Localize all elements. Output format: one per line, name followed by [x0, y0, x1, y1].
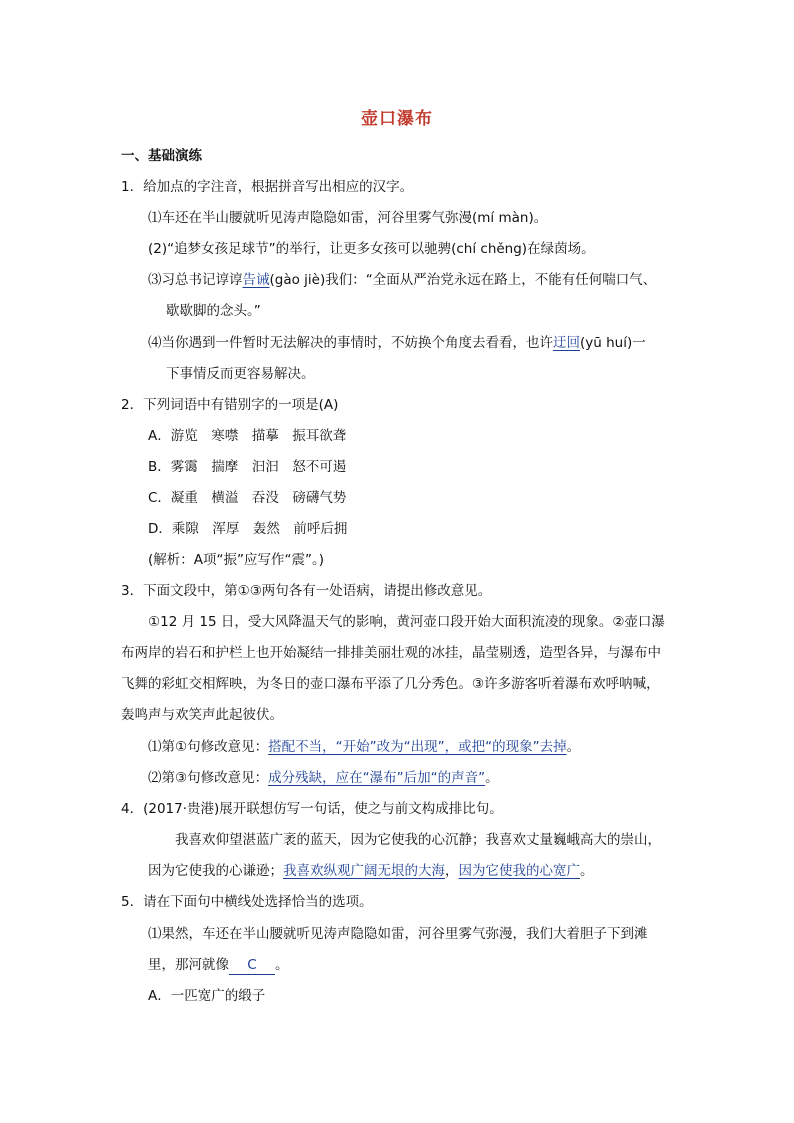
answer-2-text: 成分残缺，应在“瀑布”后加“的声音”	[268, 770, 486, 786]
question-1-item-4	[148, 333, 646, 353]
question-1-item-4-cont: 下事情反而更容易解决。	[166, 366, 315, 382]
question-1-item-2: (2)“追梦女孩足球节”的举行，让更多女孩可以驰骋(chí chěng)在绿茵场。	[148, 241, 595, 257]
question-3-passage-line-4: 轰鸣声与欢笑声此起彼伏。	[121, 707, 283, 723]
answer-2-label: ⑵第③句修改意见：	[148, 770, 269, 786]
question-3-passage-line-2: 布两岸的岩石和护栏上也开始凝结一排排美丽壮观的冰挂，晶莹剔透，造型各异，与瀑布中	[121, 645, 661, 661]
question-3-answer-2	[148, 768, 499, 788]
q5-prefix: 里，那河就像	[148, 957, 229, 973]
question-1-stem: 1．给加点的字注音，根据拼音写出相应的汉字。	[121, 179, 414, 195]
answer-1-label: ⑴第①句修改意见：	[148, 739, 269, 755]
answer-blank: C	[229, 957, 275, 975]
q4-prefix: 因为它使我的心谦逊；	[148, 863, 283, 879]
answer-gaojie: 告诫	[242, 272, 270, 288]
item-3-suffix: (gào jiè)我们：“全面从严治党永远在路上，不能有任何喘口气、	[269, 272, 657, 288]
question-1-item-3-cont: 歇歇脚的念头。”	[166, 303, 261, 319]
question-2-option-a: A．游览 寒噤 描摹 振耳欲聋	[148, 428, 347, 444]
question-1-item-3	[148, 270, 656, 290]
question-5-item-1: ⑴果然，车还在半山腰就听见涛声隐隐如雷，河谷里雾气弥漫，我们大着胆子下到滩	[148, 926, 648, 942]
question-2-option-c: C．凝重 横溢 吞没 磅礴气势	[148, 490, 347, 506]
question-5-item-1-cont	[148, 955, 289, 975]
q5-end: 。	[275, 957, 289, 973]
question-2-option-b: B．雾霭 揣摩 汩汩 怒不可遏	[148, 459, 347, 475]
q4-answer-2: 因为它使我的心宽广	[458, 863, 580, 879]
answer-2-end: 。	[485, 770, 499, 786]
question-4-stem: 4．(2017·贵港)展开联想仿写一句话，使之与前文构成排比句。	[121, 801, 503, 817]
question-3-answer-1	[148, 737, 580, 757]
item-4-prefix: ⑷当你遇到一件暂时无法解决的事情时，不妨换个角度去看看，也许	[148, 335, 553, 351]
question-2-option-d: D．乘隙 浑厚 轰然 前呼后拥	[148, 521, 348, 537]
answer-1-end: 。	[566, 739, 581, 755]
question-1-item-1: ⑴车还在半山腰就听见涛声隐隐如雷，河谷里雾气弥漫(mí màn)。	[148, 210, 548, 226]
page-title: 壶口瀑布	[361, 109, 433, 129]
question-2-explanation: (解析：A项“振”应写作“震”。)	[148, 552, 324, 568]
question-3-passage-line-1: ①12 月 15 日，受大风降温天气的影响，黄河壶口段开始大面积流凌的现象。②壶口瀑	[148, 614, 665, 630]
question-5-option-a: A．一匹宽广的缎子	[148, 988, 266, 1004]
answer-yuhui: 迂回	[553, 335, 580, 351]
question-5-stem: 5．请在下面句中横线处选择恰当的选项。	[121, 894, 373, 910]
question-3-passage-line-3: 飞舞的彩虹交相辉映，为冬日的壶口瀑布平添了几分秀色。③许多游客听着瀑布欢呼呐喊，	[121, 676, 660, 692]
answer-1-text: 搭配不当，“开始”改为“出现”，或把“的现象”去掉	[268, 739, 567, 755]
question-4-line-1: 我喜欢仰望湛蓝广袤的蓝天，因为它使我的心沉静；我喜欢丈量巍峨高大的崇山，	[175, 832, 661, 848]
item-3-prefix: ⑶习总书记谆谆	[148, 272, 243, 288]
section-heading: 一、基础演练	[121, 148, 202, 164]
item-4-suffix: (yū huí)一	[580, 335, 646, 351]
question-2-stem: 2．下列词语中有错别字的一项是(A)	[121, 397, 339, 413]
q4-sep: ，	[445, 863, 459, 879]
question-4-line-2	[148, 861, 594, 881]
q4-answer-1: 我喜欢纵观广阔无垠的大海	[283, 863, 445, 879]
q4-end: 。	[580, 863, 594, 879]
question-3-stem: 3．下面文段中，第①③两句各有一处语病，请提出修改意见。	[121, 583, 492, 599]
